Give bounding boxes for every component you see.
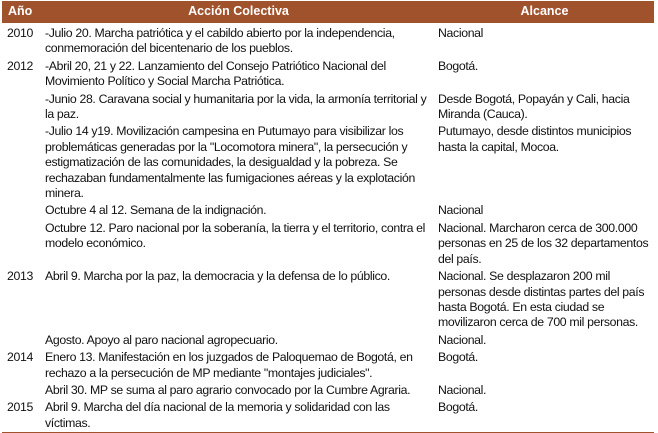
table-row bbox=[2, 382, 654, 399]
table-row bbox=[2, 23, 654, 58]
cell-action: -Julio 14 y19. Movilización campesina en Putumayo para visibilizar los problemáticas generadas por la "Locomotora minera", la persecución y estigmatización de las comunidades, la desigualdad y la pobreza. Se rechazaban fundamentalmente las fumigaciones aéreas y la explotación minera. bbox=[45, 124, 415, 201]
collective-actions-table bbox=[2, 1, 654, 433]
cell-year bbox=[2, 332, 42, 349]
cell-scope: Desde Bogotá, Popayán y Cali, hacia Miranda (Cauca). bbox=[438, 91, 630, 122]
header-year: Año bbox=[2, 1, 42, 23]
table-row bbox=[2, 268, 654, 332]
header-action: Acción Colectiva bbox=[42, 1, 435, 23]
cell-scope: Nacional. bbox=[438, 332, 487, 347]
cell-scope: Nacional bbox=[438, 26, 484, 40]
cell-scope: Nacional bbox=[438, 203, 484, 218]
cell-action: -Junio 28. Caravana social y humanitaria por la vida, la armonía territorial y la paz. bbox=[45, 91, 427, 122]
cell-scope: Putumayo, desde distintos municipios hasta la capital, Mocoa. bbox=[438, 124, 632, 154]
table-row bbox=[2, 399, 654, 432]
cell-year bbox=[2, 382, 42, 399]
cell-scope: Nacional. bbox=[438, 382, 487, 397]
table-row bbox=[2, 123, 654, 202]
header-row bbox=[2, 1, 654, 23]
cell-action: Abril 9. Marcha por la paz, la democracia y la defensa de lo público. bbox=[45, 269, 390, 284]
cell-action: Octubre 12. Paro nacional por la soberanía, la tierra y el territorio, contra el modelo económico. bbox=[45, 220, 426, 251]
cell-year: 2014 bbox=[7, 350, 33, 365]
table-row bbox=[2, 202, 654, 219]
cell-year: 2010 bbox=[7, 26, 33, 40]
cell-year: 2013 bbox=[7, 269, 33, 284]
cell-action: Abril 30. MP se suma al paro agrario convocado por la Cumbre Agraria. bbox=[45, 382, 411, 397]
cell-year bbox=[2, 123, 42, 202]
cell-year: 2012 bbox=[7, 58, 33, 73]
table-row bbox=[2, 332, 654, 349]
cell-year bbox=[2, 220, 42, 268]
cell-scope: Bogotá. bbox=[435, 399, 654, 432]
cell-year bbox=[2, 91, 42, 124]
cell-action: -Abril 20, 21 y 22. Lanzamiento del Consejo Patriótico Nacional del Movimiento Político y Social Marcha Patriótica. bbox=[45, 58, 386, 89]
table-row bbox=[2, 349, 654, 382]
table-header bbox=[2, 1, 654, 23]
cell-scope: Bogotá. bbox=[438, 350, 478, 365]
table-row bbox=[2, 220, 654, 268]
cell-action: -Julio 20. Marcha patriótica y el cabildo abierto por la independencia, conmemoración del bicentenario de los pueblos. bbox=[45, 26, 395, 56]
cell-scope: Nacional. Se desplazaron 200 mil personas desde distintas partes del país hasta Bogotá. En esta ciudad se movilizaron cerca de 700 mil personas. bbox=[438, 269, 645, 330]
cell-action: Agosto. Apoyo al paro nacional agropecuario. bbox=[45, 332, 278, 347]
cell-scope: Bogotá. bbox=[438, 58, 478, 73]
cell-action: Abril 9. Marcha del día nacional de la memoria y solidaridad con las víctimas. bbox=[42, 399, 435, 432]
cell-action: Enero 13. Manifestación en los juzgados de Paloquemao de Bogotá, en rechazo a la persecución de MP mediante "montajes judiciales". bbox=[45, 350, 413, 380]
table-row bbox=[2, 91, 654, 124]
cell-year bbox=[2, 202, 42, 219]
cell-year: 2015 bbox=[2, 399, 42, 432]
table-row bbox=[2, 58, 654, 91]
header-scope: Alcance bbox=[435, 1, 654, 23]
cell-scope: Nacional. Marcharon cerca de 300.000 personas en 25 de los 32 departamentos del país. bbox=[438, 220, 649, 266]
table-body bbox=[2, 23, 654, 433]
cell-action: Octubre 4 al 12. Semana de la indignación. bbox=[45, 203, 267, 218]
